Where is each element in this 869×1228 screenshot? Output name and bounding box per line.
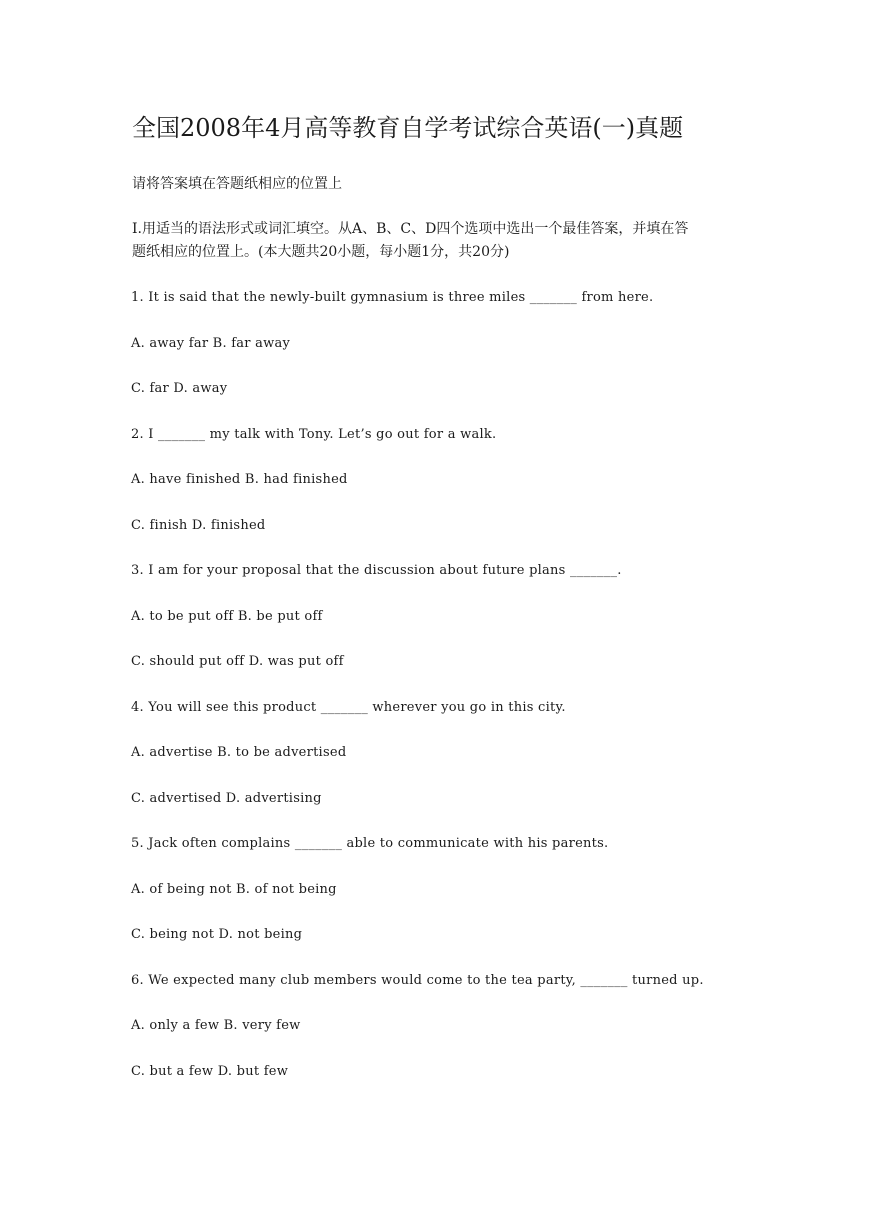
question-6-options-ab: A. only a few B. very few xyxy=(131,1018,301,1033)
question-6-stem: 6. We expected many club members would come to the tea party, _______ turned up. xyxy=(131,973,704,988)
question-3-options-ab: A. to be put off B. be put off xyxy=(131,609,323,624)
question-5-stem: 5. Jack often complains _______ able to communicate with his parents. xyxy=(131,836,609,851)
answer-sheet-notice: 请将答案填在答题纸相应的位置上 xyxy=(132,176,342,192)
section-instructions xyxy=(132,218,742,264)
instructions-line-2: 题纸相应的位置上。(本大题共20小题，每小题1分，共20分) xyxy=(132,244,510,260)
question-2-options-cd: C. finish D. finished xyxy=(131,518,266,533)
question-4-options-ab: A. advertise B. to be advertised xyxy=(131,745,347,760)
question-3-options-cd: C. should put off D. was put off xyxy=(131,654,344,669)
question-4-options-cd: C. advertised D. advertising xyxy=(131,791,322,806)
question-5-options-cd: C. being not D. not being xyxy=(131,927,303,942)
question-2-options-ab: A. have finished B. had finished xyxy=(131,472,348,487)
question-2-stem: 2. I _______ my talk with Tony. Let’s go out for a walk. xyxy=(131,427,497,442)
document-title: 全国2008年4月高等教育自学考试综合英语(一)真题 xyxy=(132,114,684,142)
instructions-line-1: I.用适当的语法形式或词汇填空。从A、B、C、D四个选项中选出一个最佳答案，并填在答 xyxy=(132,221,689,237)
question-4-stem: 4. You will see this product _______ wherever you go in this city. xyxy=(131,700,566,715)
question-1-stem: 1. It is said that the newly-built gymnasium is three miles _______ from here. xyxy=(131,290,654,305)
question-1-options-cd: C. far D. away xyxy=(131,381,228,396)
question-5-options-ab: A. of being not B. of not being xyxy=(131,882,337,897)
question-6-options-cd: C. but a few D. but few xyxy=(131,1064,289,1079)
question-3-stem: 3. I am for your proposal that the discussion about future plans _______. xyxy=(131,563,622,578)
question-1-options-ab: A. away far B. far away xyxy=(131,336,291,351)
